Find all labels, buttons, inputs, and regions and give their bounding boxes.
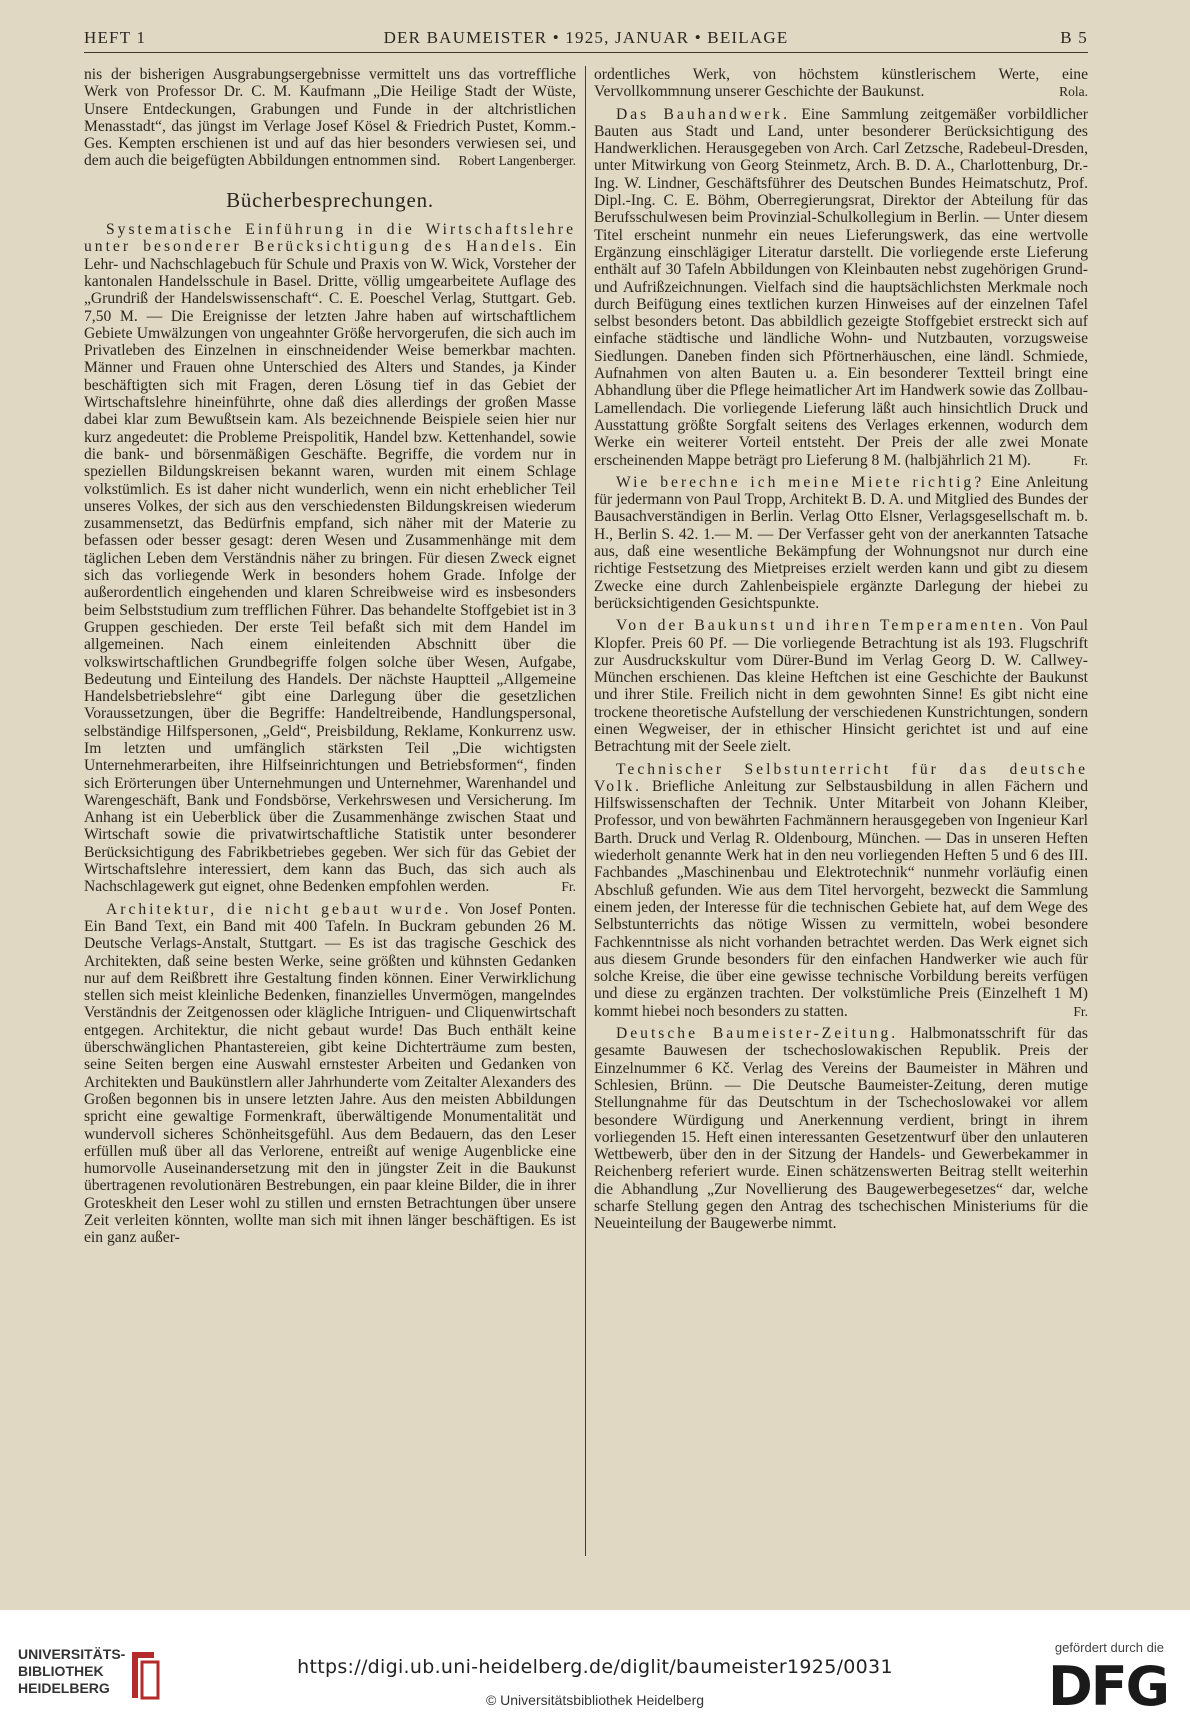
review-title: Systematische Einführung in die Wirtschaftslehre unter besonderer Berücksichtigung des Handels. xyxy=(84,221,576,256)
review-signature: Fr. xyxy=(1073,1003,1088,1019)
review-bauhandwerk: Das Bauhandwerk. Eine Sammlung zeitgemäßer vorbildlicher Bauten aus Stadt und Land, unter besonderer Berücksichtigung des Handwerklichen. Herausgegeben von Arch. Carl Zetzsche, Radebeul-Dresden, unter Mitwirkung von Georg Steinmetz, Arch. B. D. A., Charlottenburg, Dr.-Ing. W. Lindner, Geschäftsführer des Deutschen Bundes Heimatschutz, Prof. Dipl.-Ing. C. E. Böhm, Oberregierungsrat, Direktor der Abteilung für das Berufsschulwesen beim Provinzial-Schulkollegium in Berlin. — Unter diesem Titel erscheint nunmehr ein neues Lieferungswerk, das eine wertvolle Ergänzung einschlägiger Literatur darstellt. Die vorliegende erste Lieferung enthält auf 30 Tafeln Abbildungen von Kleinbauten nebst zugehörigen Grund- und Aufrißzeichnungen. Vielfach sind die hauptsächlichsten Merkmale noch durch Beifügung eines textlichen kurzen Hinweises auf der einzelnen Tafel selbst besonders betont. Das abbildlich gezeigte Stoffgebiet erstreckt sich auf einfache städtische und ländliche Wohn- und Nutzbauten, vorzugsweise Siedlungen. Daneben finden sich Pförtnerhäuschen, eine ländl. Schmiede, Aufnahmen von alten Bauten u. a. Ein besonderer Textteil bringt eine Abhandlung über die Pflege heimatlicher Art im Handwerk sowie das Zollbau-Lamellendach. Die vorliegende Lieferung läßt auch hinsichtlich Druck und Ausstattung größte Sorgfalt seitens des Verlages erkennen, wodurch dem Werke ein weiterer Vorteil entsteht. Der Preis der alle zwei Monate erscheinenden Mappe beträgt pro Lieferung 8 M. (halbjährlich 21 M). Fr. xyxy=(594,105,1088,469)
page-number: B 5 xyxy=(1060,28,1088,47)
review-title: Das Bauhandwerk. xyxy=(616,105,791,123)
article-ending: nis der bisherigen Ausgrabungsergebnisse vermittelt uns das vortreffliche Werk von Professor Dr. C. M. Kaufmann „Die Heilige Stadt der Wüste, Unsere Entdeckungen, Grabungen und Funde in der altchristlichen Menasstadt“, das jüngst im Verlage Josef Kösel & Friedrich Pustet, Komm.-Ges. Kempten erschienen ist und auf das hier besonders verwiesen sei, und dem auch die beigefügten Abbildungen entnommen sind. Robert Langenberger. xyxy=(84,66,576,170)
running-head xyxy=(84,26,1088,53)
review-title: Architektur, die nicht gebaut wurde. xyxy=(106,900,452,918)
review-signature: Fr. xyxy=(561,879,576,895)
review-architektur-continued: ordentliches Werk, von höchstem künstlerischem Werte, eine Vervollkommnung unserer Geschichte der Baukunst. Rola. xyxy=(594,66,1088,101)
dfg-logo[interactable]: DFG xyxy=(1047,1655,1168,1718)
review-miete: Wie berechne ich meine Miete richtig? Eine Anleitung für jedermann von Paul Tropp, Architekt B. D. A. und Mitglied des Bundes der Bausachverständigen in Berlin. Verlag Otto Elsner, Verlagsgesellschaft m. b. H., Berlin S. 42. 1.— M. — Der Verfasser geht von der anerkannten Tatsache aus, daß eine wesentliche Bekämpfung der Wohnungsnot nur durch eine richtige Festsetzung des Mietpreises erzielt werden kann und gibt zu diesem Zwecke eine durch Zahlenbeispiele ergänzte Darlegung der hiebei zu berücksichtigenden Gesichtspunkte. xyxy=(594,473,1088,612)
left-column xyxy=(84,66,576,1566)
review-baukunst-temperamente: Von der Baukunst und ihren Temperamenten. Von Paul Klopfer. Preis 60 Pf. — Die vorliegende Betrachtung ist als 193. Flugschrift zur Ausdruckskultur vom Dürer-Bund im Verlag Georg D. W. Callwey-München erschienen. Das kleine Heftchen ist eine Geschichte der Baukunst und ihrer Stile. Freilich nicht in dem gewohnten Sinne! Es gibt nicht eine trockene theoretische Aufstellung der verschiedenen Kunstrichtungen, sondern einen Wegweiser, der in ethischer Hinsicht gerichtet ist und auf eine Betrachtung mit der Seele zielt. xyxy=(594,617,1088,756)
permalink-url[interactable]: https://digi.ub.uni-heidelberg.de/diglit/baumeister1925/0031 xyxy=(297,1656,893,1678)
review-title: Von der Baukunst und ihren Temperamenten. xyxy=(616,617,1027,635)
viewer-footer xyxy=(0,1610,1190,1724)
review-title: Wie berechne ich meine Miete richtig? xyxy=(616,473,985,491)
section-title: Bücherbesprechungen. xyxy=(226,187,434,212)
library-logo[interactable]: UNIVERSITÄTS- BIBLIOTHEK HEIDELBERG xyxy=(18,1646,126,1696)
funding-label: gefördert durch die xyxy=(1054,1640,1164,1655)
review-title: Technischer Selbstunterricht für das deutsche Volk. xyxy=(594,760,1088,795)
review-architektur: Architektur, die nicht gebaut wurde. Von Josef Ponten. Ein Band Text, ein Band mit 400 Tafeln. In Buckram gebunden 26 M. Deutsche Verlags-Anstalt, Stuttgart. — Es ist das tragische Geschick des Architekten, daß seine besten Werke, seine größten und kühnsten Gedanken nur auf dem Reißbrett ihre Gestaltung finden können. Einer Verwirklichung stellen sich meist kleinliche Bedenken, finanzielles Unvermögen, mangelndes Verständnis der Zeitgenossen oder klägliche Intriguen- und Cliquenwirtschaft entgegen. Architektur, die nicht gebaut wurde! Das Buch enthält keine überschwänglichen Phantastereien, gibt keine Dichterträume zum besten, seine Seiten bergen eine Auswahl ernstester Arbeiten und Gedanken von Architekten und Baukünstlern aller Jahrhunderte vom Zeitalter Alexanders des Großen begonnen bis in unsere letzten Jahre. Aus den meisten Abbildungen spricht eine gewaltige Formenkraft, überwältigende Monumentalität und wundervoll sicheres Schönheitsgefühl. Aus dem Bedauern, das den Leser erfüllen muß über all das Verlorene, entreißt auf wenige Augenblicke eine humorvolle Auseinandersetzung mit den in jüngster Zeit in die Baukunst übertragenen revolutionären Bestrebungen, ein paar kleine Bilder, die in ihrer Groteskheit den Leser wohl zu stillen und ernsten Betrachtungen über unsere Zeit verleiten könnten, wollte man sich mit ihnen länger beschäftigen. Es ist ein ganz außer- xyxy=(84,900,576,1247)
review-wirtschaftslehre: Systematische Einführung in die Wirtschaftslehre unter besonderer Berücksichtigung des Handels. Ein Lehr- und Nachschlagebuch für Schule und Praxis von W. Wick, Vorsteher der kantonalen Handelsschule in Basel. Dritte, völlig umgearbeitete Auflage des „Grundriß der Handelswissenschaft“. C. E. Poeschel Verlag, Stuttgart. Geb. 7,50 M. — Die Ereignisse der letzten Jahre haben auf wirtschaftlichem Gebiete Umwälzungen von ungeahnter Größe hervorgerufen, die sich auch im Privatleben des Einzelnen in einschneidender Weise bemerkbar machten. Männer und Frauen ohne Unterschied des Alters und Standes, ja Kinder beschäftigten sich mit Fragen, deren Lösung tief in das Gebiet der Wirtschaftslehre hineinführte, ohne daß dies allerdings der großen Masse dabei klar zum Bewußtsein kam. Als bezeichnende Beispiele seien hier nur kurz angedeutet: die Probleme Preispolitik, Handel bzw. Kettenhandel, sowie die bank- und börsenmäßigen Geschäfte. Begriffe, die vordem nur in speziellen Bildungskreisen bekannt waren, wurden mit einem Schlage volkstümlich. Es ist daher nicht wunderlich, wenn ein nicht erheblicher Teil unseres Volkes, der sich aus den verschiedensten Bildungskreisen wiederum zusammensetzt, das Bedürfnis empfand, sich näher mit der Materie zu befassen oder besser gesagt: deren Wesen und Zusammenhänge mit dem täglichen Leben dem Verständnis näher zu bringen. Für diesen Zweck eignet sich das vorliegende Werk in besonders hohem Grade. Infolge der außerordentlich eingehenden und klaren Schreibweise wird es insbesonders beim Selbststudium zum trefflichen Führer. Das behandelte Stoffgebiet ist in 3 Gruppen geschieden. Der erste Teil befaßt sich mit dem Handel im allgemeinen. Nach einem einleitenden Abschnitt über die volkswirtschaftlichen Grundbegriffe folgen solche über Wesen, Aufgabe, Bedeutung und Einteilung des Handels. Der nächste Hauptteil „Allgemeine Handelsbetriebslehre“ gibt eine Darlegung über die gesetzlichen Voraussetzungen, über die Begriffe: Handeltreibende, Handlungspersonal, selbständige Hilfspersonen, „Geld“, Preisbildung, Reklame, Konkurrenz usw. Im letzten und umfänglich stärksten Teil „Die wichtigsten Unternehmerarbeiten, ihre Hilfseinrichtungen und Betriebsformen“, finden sich Erörterungen über Unternehmungen und Unternehmer, Warenhandel und Warengeschäft, Bank und Fondsbörse, Verkehrswesen und Versicherung. Im Anhang ist ein Ueberblick über die Zusammenhänge zwischen Staat und Wirtschaft sowie die privatwirtschaftliche Statistik unter besonderer Berücksichtigung des Fabrikbetriebes gegeben. Wer sich für das Gebiet der Wirtschaftslehre interessiert, dem kann das Buch, das sich auch als Nachschlagewerk gut eignet, ohne Bedenken empfohlen werden. Fr. xyxy=(84,221,576,896)
review-selbstunterricht: Technischer Selbstunterricht für das deutsche Volk. Briefliche Anleitung zur Selbstausbildung in allen Fächern und Hilfswissenschaften der Technik. Unter Mitarbeit von Johann Kleiber, Professor, und von bewährten Fachmännern herausgegeben von Ingenieur Karl Barth. Druck und Verlag R. Oldenbourg, München. — Das in unseren Heften wiederholt genannte Werk hat in den neu vorliegenden Heften 5 und 6 des III. Fachbandes „Maschinenbau und Elektrotechnik“ nunmehr vorläufig einen Abschluß gefunden. Wie aus dem Titel hervorgeht, bezweckt die Sammlung einem jeden, der Interesse für die technischen Gebiete hat, auf dem Wege des Selbstunterrichts das nötige Wissen zu vermitteln, wobei besondere Fachkenntnisse als nicht vorhanden betrachtet werden. Das Werk eignet sich aus diesem Grunde besonders für den einfachen Handwerker wie auch für solche Kreise, die über eine gewisse technische Vorbildung bereits verfügen und diese zu ergänzen trachten. Der volkstümliche Preis (Einzelheft 1 M) kommt hiebei noch besonders zu statten. Fr. xyxy=(594,760,1088,1020)
review-baumeister-zeitung: Deutsche Baumeister-Zeitung. Halbmonatsschrift für das gesamte Bauwesen der tschechoslowakischen Republik. Preis der Einzelnummer 6 Kč. Verlag des Vereins der Baumeister in Mähren und Schlesien, Brünn. — Die Deutsche Baumeister-Zeitung, deren mutige Stellungnahme für das Deutschtum in der Tschechoslowakei vor allem besondere Würdigung und Anerkennung verdient, bringt in ihrem vorliegenden 15. Heft einen interessanten Gesetzentwurf über den unlauteren Wettbewerb, über den in der Sitzung der Handels- und Gewerbekammer in Reichenberg referiert wurde. Einen schätzenswerten Beitrag stellt weiterhin die Abhandlung „Zur Novellierung des Baugewerbegesetzes“ dar, welche scharfe Stellung gegen den Antrag des tschechischen Ministeriums für die Neueinteilung der Baugewerbe nimmt. xyxy=(594,1025,1088,1233)
column-divider xyxy=(585,66,586,1556)
journal-title: DER BAUMEISTER • 1925, JANUAR • BEILAGE xyxy=(383,28,789,47)
review-signature: Fr. xyxy=(1073,452,1088,468)
article-signature: Robert Langenberger. xyxy=(458,153,576,169)
review-signature: Rola. xyxy=(1059,84,1088,100)
review-title: Deutsche Baumeister-Zeitung. xyxy=(616,1025,899,1043)
right-column xyxy=(594,66,1088,1566)
copyright-notice: © Universitätsbibliothek Heidelberg xyxy=(485,1692,705,1708)
issue-label: HEFT 1 xyxy=(84,28,147,47)
